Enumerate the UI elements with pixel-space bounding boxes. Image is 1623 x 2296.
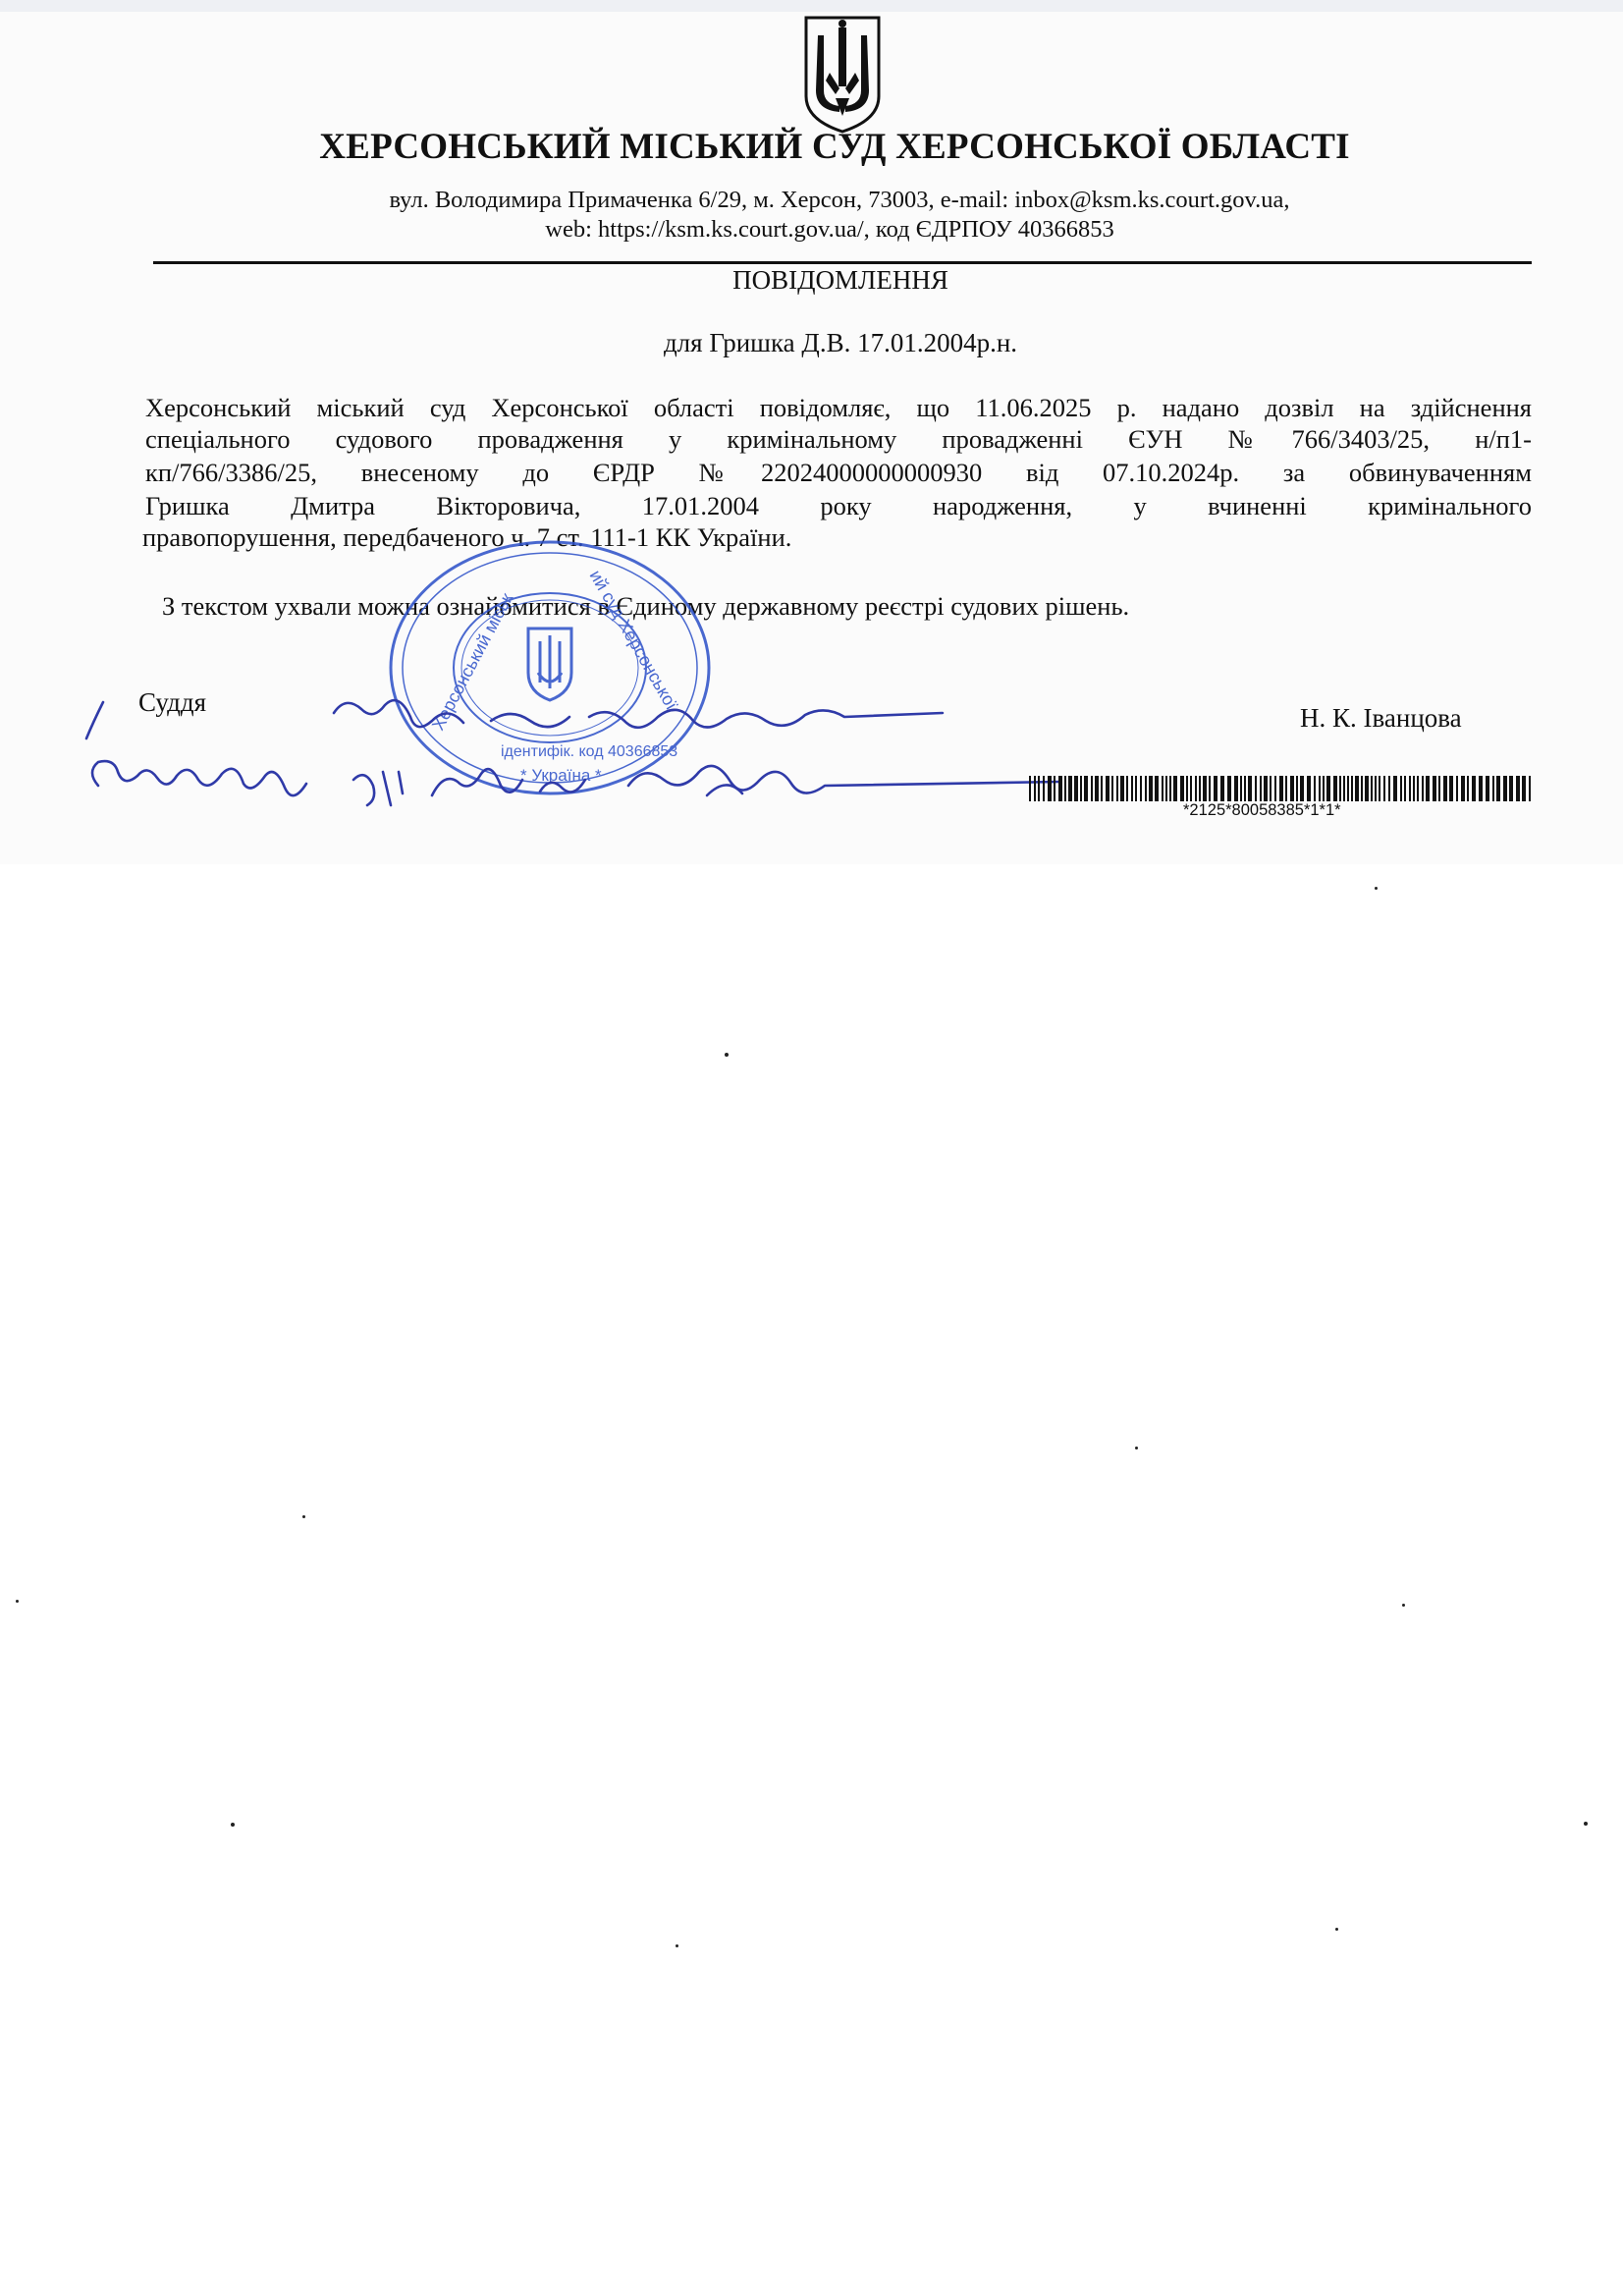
barcode-bar — [1347, 776, 1349, 801]
barcode-bar — [1319, 776, 1321, 801]
body-line: правопорушення, передбаченого ч. 7 ст. 111-1 КК України. — [142, 522, 792, 552]
svg-text:ий суд Херсонської: ий суд Херсонської — [585, 567, 682, 714]
barcode-bar — [1131, 776, 1133, 801]
body-line: спеціального судового провадження у кримінальному провадженні ЄУН №766/3403/25, н/п1- — [145, 424, 1532, 454]
barcode-bar — [1248, 776, 1252, 801]
barcode-bar — [1388, 776, 1390, 801]
barcode-bar — [1058, 776, 1062, 801]
barcode-bar — [1234, 776, 1238, 801]
barcode-bar — [1409, 776, 1411, 801]
barcode-bar — [1285, 776, 1287, 801]
barcode-bar — [1375, 776, 1377, 801]
scan-speck — [1335, 1928, 1338, 1931]
barcode-bar — [1190, 776, 1192, 801]
barcode-bar — [1413, 776, 1415, 801]
barcode-bar — [1479, 776, 1483, 801]
barcode-bar — [1274, 776, 1276, 801]
coat-of-arms-icon — [800, 14, 885, 134]
scan-speck — [725, 1053, 729, 1057]
registry-note: З текстом ухвали можна ознайомитися в Єдиному державному реєстрі судових рішень. — [162, 591, 1130, 621]
barcode-bar — [1227, 776, 1231, 801]
barcode-bar — [1461, 776, 1465, 801]
barcode-bar — [1456, 776, 1458, 801]
barcode-bar — [1438, 776, 1440, 801]
barcode-bar — [1084, 776, 1088, 801]
barcode-bar — [1522, 776, 1526, 801]
court-web-and-code: web: https://ksm.ks.court.gov.ua/, код ЄДРПОУ 40366853 — [545, 216, 1114, 243]
barcode-bar — [1404, 776, 1406, 801]
barcode-bar — [1355, 776, 1359, 801]
barcode-bar — [1296, 776, 1298, 801]
barcode-bar — [1214, 776, 1217, 801]
barcode-bar — [1106, 776, 1109, 801]
barcode-bar — [1307, 776, 1311, 801]
svg-text:* Україна *: * Україна * — [520, 766, 602, 785]
barcode-bar — [1111, 776, 1113, 801]
barcode-bar — [1486, 776, 1489, 801]
scan-speck — [676, 1944, 678, 1947]
barcode-bar — [1351, 776, 1353, 801]
barcode-bar — [1149, 776, 1153, 801]
scan-speck — [1135, 1447, 1138, 1449]
handwritten-certification — [79, 678, 1119, 874]
barcode-bar — [1314, 776, 1316, 801]
barcode-bar — [1244, 776, 1246, 801]
judge-name: Н. К. Іванцова — [1300, 703, 1462, 733]
svg-text:Херсонський міськ: Херсонський міськ — [427, 589, 517, 734]
barcode-bar — [1379, 776, 1380, 801]
barcode-bar — [1422, 776, 1424, 801]
barcode-bar — [1068, 776, 1072, 801]
barcode-bar — [1279, 776, 1283, 801]
barcode-bar — [1393, 776, 1397, 801]
barcode-bar — [1101, 776, 1103, 801]
barcode-bar — [1199, 776, 1201, 801]
barcode-bar — [1270, 776, 1271, 801]
scan-speck — [1584, 1822, 1588, 1826]
barcode-bar — [1064, 776, 1066, 801]
barcode-bar — [1443, 776, 1447, 801]
barcode-bar — [1095, 776, 1099, 801]
barcode-bar — [1173, 776, 1177, 801]
barcode-bar — [1074, 776, 1078, 801]
barcode-bar — [1492, 776, 1494, 801]
barcode-bar — [1043, 776, 1045, 801]
barcode-bar — [1120, 776, 1124, 801]
scan-speck — [302, 1515, 305, 1518]
barcode-bar — [1054, 776, 1055, 801]
body-line: Херсонський міський суд Херсонської області повідомляє, що 11.06.2025 р. надано дозвіл на здійснення — [145, 393, 1532, 422]
court-address: вул. Володимира Примаченка 6/29, м. Херсон, 73003, e-mail: inbox@ksm.ks.court.gov.ua, — [389, 187, 1290, 213]
barcode-bar — [1264, 776, 1268, 801]
barcode-bar — [1240, 776, 1242, 801]
barcode-bar — [1169, 776, 1171, 801]
body-line: кп/766/3386/25, внесеному до ЄРДР №22024000000000930 від 07.10.2024р. за обвинуваченням — [145, 458, 1532, 487]
header-divider — [153, 261, 1532, 264]
barcode-bar — [1333, 776, 1337, 801]
barcode-bar — [1029, 776, 1031, 801]
barcode-bar — [1383, 776, 1385, 801]
barcode-bar — [1038, 776, 1040, 801]
barcode-bar — [1509, 776, 1513, 801]
barcode-bar — [1203, 776, 1207, 801]
barcode-bar — [1091, 776, 1093, 801]
barcode-bar — [1323, 776, 1325, 801]
barcode-bar — [1260, 776, 1262, 801]
barcode-bar — [1300, 776, 1304, 801]
barcode-bar — [1145, 776, 1147, 801]
barcode-bar — [1361, 776, 1363, 801]
scan-speck — [16, 1600, 19, 1603]
barcode-bar — [1162, 776, 1163, 801]
barcode-bar — [1339, 776, 1341, 801]
barcode-number: *2125*80058385*1*1* — [1183, 801, 1341, 819]
scan-edge — [0, 0, 1623, 12]
document-barcode — [1029, 776, 1534, 801]
barcode-bar — [1155, 776, 1159, 801]
scan-speck — [1375, 887, 1378, 890]
barcode-bar — [1516, 776, 1520, 801]
barcode-bar — [1433, 776, 1436, 801]
barcode-bar — [1135, 776, 1137, 801]
barcode-bar — [1496, 776, 1500, 801]
barcode-bar — [1126, 776, 1128, 801]
court-name: ХЕРСОНСЬКИЙ МІСЬКИЙ СУД ХЕРСОНСЬКОЇ ОБЛАСТІ — [319, 127, 1350, 167]
barcode-bar — [1165, 776, 1167, 801]
svg-text:ідентифік. код 40366853: ідентифік. код 40366853 — [501, 743, 678, 760]
barcode-bar — [1186, 776, 1188, 801]
barcode-bar — [1080, 776, 1082, 801]
barcode-bar — [1326, 776, 1330, 801]
scan-speck — [231, 1823, 235, 1827]
barcode-bar — [1209, 776, 1211, 801]
barcode-bar — [1220, 776, 1224, 801]
barcode-bar — [1503, 776, 1507, 801]
barcode-bar — [1195, 776, 1197, 801]
barcode-bar — [1343, 776, 1345, 801]
barcode-bar — [1180, 776, 1184, 801]
barcode-bar — [1467, 776, 1469, 801]
notice-title: ПОВІДОМЛЕННЯ — [732, 265, 948, 295]
barcode-bar — [1371, 776, 1373, 801]
judge-role-label: Суддя — [138, 687, 207, 717]
barcode-bar — [1365, 776, 1369, 801]
barcode-bar — [1400, 776, 1402, 801]
barcode-bar — [1290, 776, 1294, 801]
barcode-bar — [1140, 776, 1142, 801]
barcode-bar — [1472, 776, 1476, 801]
barcode-bar — [1417, 776, 1419, 801]
barcode-bar — [1048, 776, 1052, 801]
barcode-bar — [1255, 776, 1257, 801]
barcode-bar — [1449, 776, 1453, 801]
barcode-bar — [1034, 776, 1036, 801]
body-line: Гришка Дмитра Вікторовича, 17.01.2004 року народження, у вчиненні кримінального — [145, 491, 1532, 520]
notice-addressee: для Гришка Д.В. 17.01.2004р.н. — [663, 328, 1018, 357]
scan-speck — [1402, 1604, 1405, 1607]
barcode-bar — [1116, 776, 1118, 801]
barcode-bar — [1426, 776, 1430, 801]
barcode-bar — [1529, 776, 1531, 801]
